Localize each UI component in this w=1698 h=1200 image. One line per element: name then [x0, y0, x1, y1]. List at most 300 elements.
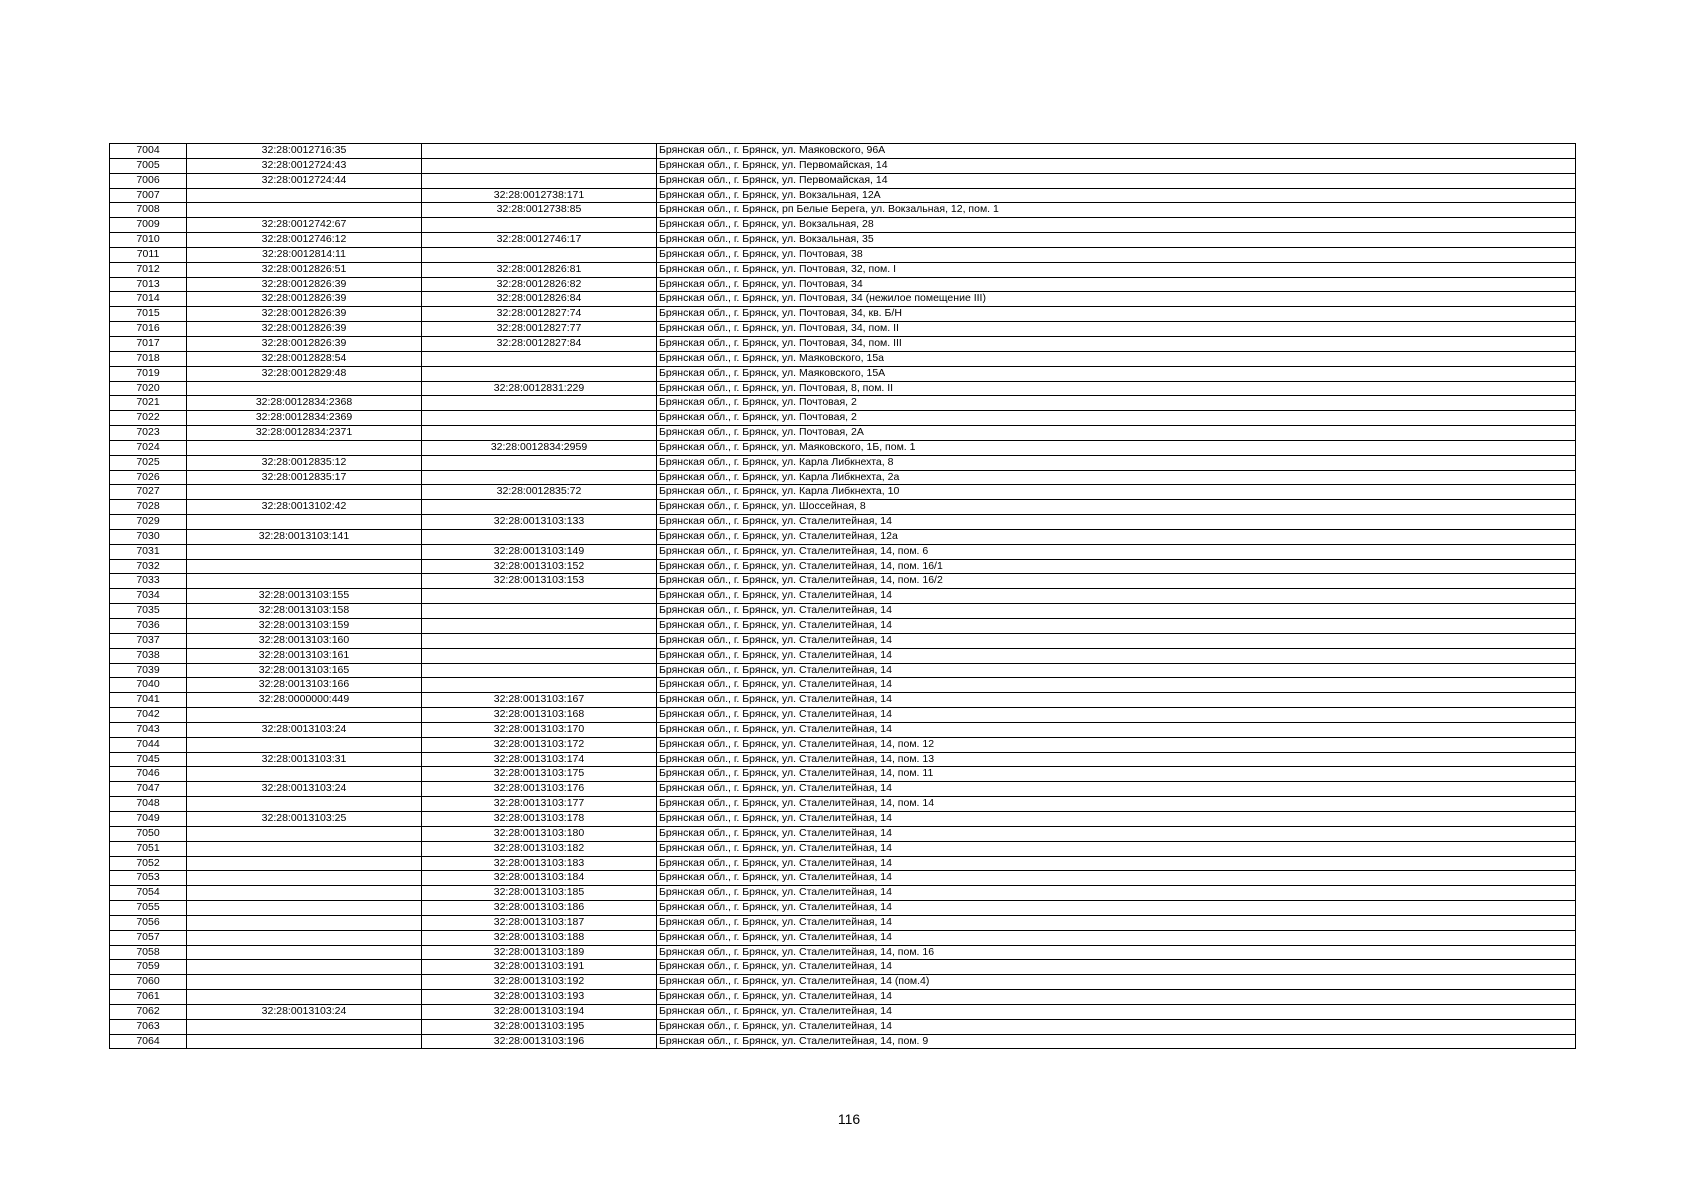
cadastral-number-b: 32:28:0013103:193 [422, 990, 657, 1005]
row-number: 7044 [110, 737, 187, 752]
table-row [110, 366, 1576, 381]
row-number: 7054 [110, 886, 187, 901]
address: Брянская обл., г. Брянск, ул. Сталелитейная, 14 [657, 633, 1576, 648]
table-row [110, 633, 1576, 648]
cadastral-number-a: 32:28:0012826:39 [187, 322, 422, 337]
table-row [110, 322, 1576, 337]
table-row [110, 619, 1576, 634]
table-row [110, 158, 1576, 173]
cadastral-number-b: 32:28:0012834:2959 [422, 440, 657, 455]
cadastral-number-a: 32:28:0012746:12 [187, 233, 422, 248]
cadastral-number-b: 32:28:0013103:177 [422, 797, 657, 812]
row-number: 7014 [110, 292, 187, 307]
row-number: 7009 [110, 218, 187, 233]
table-row [110, 426, 1576, 441]
table-row [110, 960, 1576, 975]
cadastral-number-b: 32:28:0012826:82 [422, 277, 657, 292]
address: Брянская обл., г. Брянск, ул. Сталелитейная, 14 [657, 604, 1576, 619]
address: Брянская обл., г. Брянск, ул. Карла Либкнехта, 10 [657, 485, 1576, 500]
cadastral-number-a: 32:28:0012724:43 [187, 158, 422, 173]
cadastral-number-a: 32:28:0013103:166 [187, 678, 422, 693]
address: Брянская обл., г. Брянск, ул. Сталелитейная, 14 [657, 930, 1576, 945]
table-row [110, 574, 1576, 589]
cadastral-number-b [422, 589, 657, 604]
row-number: 7005 [110, 158, 187, 173]
row-number: 7063 [110, 1019, 187, 1034]
cadastral-number-b [422, 470, 657, 485]
cadastral-number-a [187, 767, 422, 782]
address: Брянская обл., г. Брянск, ул. Сталелитейная, 14 [657, 589, 1576, 604]
address: Брянская обл., г. Брянск, ул. Сталелитейная, 12а [657, 529, 1576, 544]
row-number: 7056 [110, 915, 187, 930]
table-row [110, 811, 1576, 826]
row-number: 7029 [110, 515, 187, 530]
row-number: 7011 [110, 247, 187, 262]
cadastral-number-a: 32:28:0013103:24 [187, 782, 422, 797]
table-row [110, 841, 1576, 856]
address: Брянская обл., г. Брянск, ул. Сталелитейная, 14 [657, 990, 1576, 1005]
table-row [110, 203, 1576, 218]
cadastral-number-b: 32:28:0013103:149 [422, 544, 657, 559]
address: Брянская обл., г. Брянск, ул. Сталелитейная, 14 [657, 1004, 1576, 1019]
address: Брянская обл., г. Брянск, ул. Сталелитейная, 14 [657, 915, 1576, 930]
row-number: 7038 [110, 648, 187, 663]
cadastral-number-b [422, 144, 657, 159]
address: Брянская обл., г. Брянск, ул. Почтовая, 34, пом. III [657, 336, 1576, 351]
cadastral-number-a: 32:28:0012834:2369 [187, 411, 422, 426]
cadastral-number-a [187, 856, 422, 871]
row-number: 7050 [110, 826, 187, 841]
cadastral-number-b: 32:28:0013103:152 [422, 559, 657, 574]
table-row [110, 470, 1576, 485]
table-row [110, 1034, 1576, 1049]
table-row [110, 559, 1576, 574]
row-number: 7051 [110, 841, 187, 856]
row-number: 7030 [110, 529, 187, 544]
table-row [110, 708, 1576, 723]
table-row [110, 336, 1576, 351]
cadastral-number-b: 32:28:0013103:174 [422, 752, 657, 767]
address: Брянская обл., г. Брянск, ул. Сталелитейная, 14 [657, 663, 1576, 678]
cadastral-number-b: 32:28:0013103:189 [422, 945, 657, 960]
cadastral-number-b: 32:28:0012835:72 [422, 485, 657, 500]
cadastral-number-a [187, 708, 422, 723]
cadastral-number-b: 32:28:0013103:186 [422, 901, 657, 916]
cadastral-number-a [187, 485, 422, 500]
table-row [110, 1004, 1576, 1019]
table-row [110, 277, 1576, 292]
cadastral-number-a [187, 440, 422, 455]
cadastral-number-a: 32:28:0013103:160 [187, 633, 422, 648]
table-row [110, 173, 1576, 188]
row-number: 7036 [110, 619, 187, 634]
cadastral-number-b: 32:28:0012827:74 [422, 307, 657, 322]
row-number: 7021 [110, 396, 187, 411]
table-row [110, 752, 1576, 767]
address: Брянская обл., г. Брянск, ул. Сталелитейная, 14 [657, 515, 1576, 530]
row-number: 7022 [110, 411, 187, 426]
cadastral-number-a [187, 381, 422, 396]
cadastral-number-a: 32:28:0013103:25 [187, 811, 422, 826]
address: Брянская обл., г. Брянск, ул. Сталелитейная, 14, пом. 16/1 [657, 559, 1576, 574]
row-number: 7060 [110, 975, 187, 990]
address: Брянская обл., г. Брянск, ул. Вокзальная, 35 [657, 233, 1576, 248]
address: Брянская обл., г. Брянск, ул. Сталелитейная, 14 [657, 841, 1576, 856]
cadastral-number-a: 32:28:0012834:2368 [187, 396, 422, 411]
address: Брянская обл., г. Брянск, ул. Почтовая, 2 [657, 396, 1576, 411]
cadastral-number-a [187, 559, 422, 574]
address: Брянская обл., г. Брянск, ул. Сталелитейная, 14 [657, 722, 1576, 737]
row-number: 7061 [110, 990, 187, 1005]
address: Брянская обл., г. Брянск, ул. Маяковского, 1Б, пом. 1 [657, 440, 1576, 455]
cadastral-number-b: 32:28:0012827:84 [422, 336, 657, 351]
cadastral-number-b: 32:28:0013103:172 [422, 737, 657, 752]
table-row [110, 648, 1576, 663]
cadastral-number-b [422, 218, 657, 233]
address: Брянская обл., г. Брянск, ул. Сталелитейная, 14, пом. 16/2 [657, 574, 1576, 589]
cadastral-number-b [422, 396, 657, 411]
cadastral-number-a: 32:28:0013103:24 [187, 1004, 422, 1019]
cadastral-number-a: 32:28:0013102:42 [187, 500, 422, 515]
cadastral-number-b: 32:28:0013103:180 [422, 826, 657, 841]
cadastral-number-a [187, 203, 422, 218]
address: Брянская обл., г. Брянск, ул. Сталелитейная, 14, пом. 12 [657, 737, 1576, 752]
row-number: 7049 [110, 811, 187, 826]
cadastral-number-b: 32:28:0013103:185 [422, 886, 657, 901]
row-number: 7043 [110, 722, 187, 737]
cadastral-number-b: 32:28:0013103:195 [422, 1019, 657, 1034]
row-number: 7058 [110, 945, 187, 960]
cadastral-number-a: 32:28:0013103:158 [187, 604, 422, 619]
address: Брянская обл., г. Брянск, ул. Почтовая, 34, кв. Б/Н [657, 307, 1576, 322]
address: Брянская обл., г. Брянск, ул. Шоссейная, 8 [657, 500, 1576, 515]
cadastral-number-b [422, 633, 657, 648]
cadastral-number-b: 32:28:0013103:192 [422, 975, 657, 990]
table-row [110, 411, 1576, 426]
address: Брянская обл., г. Брянск, ул. Сталелитейная, 14 [657, 886, 1576, 901]
address: Брянская обл., г. Брянск, ул. Почтовая, 34 (нежилое помещение III) [657, 292, 1576, 307]
row-number: 7025 [110, 455, 187, 470]
row-number: 7047 [110, 782, 187, 797]
cadastral-number-a [187, 1019, 422, 1034]
table-row [110, 990, 1576, 1005]
row-number: 7017 [110, 336, 187, 351]
row-number: 7039 [110, 663, 187, 678]
address: Брянская обл., г. Брянск, ул. Первомайская, 14 [657, 158, 1576, 173]
row-number: 7059 [110, 960, 187, 975]
cadastral-number-a: 32:28:0012724:44 [187, 173, 422, 188]
cadastral-number-a: 32:28:0012742:67 [187, 218, 422, 233]
cadastral-number-a [187, 841, 422, 856]
cadastral-number-a: 32:28:0012826:39 [187, 336, 422, 351]
address: Брянская обл., г. Брянск, ул. Сталелитейная, 14 [657, 960, 1576, 975]
cadastral-number-a [187, 960, 422, 975]
row-number: 7019 [110, 366, 187, 381]
row-number: 7013 [110, 277, 187, 292]
cadastral-number-b [422, 173, 657, 188]
address: Брянская обл., г. Брянск, ул. Сталелитейная, 14, пом. 14 [657, 797, 1576, 812]
cadastral-number-a: 32:28:0013103:161 [187, 648, 422, 663]
table-row [110, 544, 1576, 559]
address: Брянская обл., г. Брянск, ул. Сталелитейная, 14, пом. 11 [657, 767, 1576, 782]
address: Брянская обл., г. Брянск, ул. Сталелитейная, 14 [657, 826, 1576, 841]
row-number: 7034 [110, 589, 187, 604]
address: Брянская обл., г. Брянск, ул. Сталелитейная, 14, пом. 6 [657, 544, 1576, 559]
cadastral-number-b: 32:28:0013103:184 [422, 871, 657, 886]
table-row [110, 678, 1576, 693]
cadastral-number-b: 32:28:0012826:84 [422, 292, 657, 307]
cadastral-number-a: 32:28:0012826:39 [187, 277, 422, 292]
cadastral-number-a [187, 871, 422, 886]
table-row [110, 886, 1576, 901]
row-number: 7024 [110, 440, 187, 455]
table-row [110, 737, 1576, 752]
cadastral-number-a: 32:28:0012826:39 [187, 292, 422, 307]
cadastral-number-b [422, 455, 657, 470]
cadastral-number-b: 32:28:0012738:85 [422, 203, 657, 218]
table-row [110, 515, 1576, 530]
row-number: 7055 [110, 901, 187, 916]
row-number: 7053 [110, 871, 187, 886]
cadastral-number-a [187, 826, 422, 841]
table-row [110, 218, 1576, 233]
cadastral-number-a [187, 737, 422, 752]
table-row [110, 188, 1576, 203]
row-number: 7062 [110, 1004, 187, 1019]
address: Брянская обл., г. Брянск, ул. Вокзальная, 12А [657, 188, 1576, 203]
row-number: 7046 [110, 767, 187, 782]
cadastral-number-a: 32:28:0012828:54 [187, 351, 422, 366]
table-row [110, 930, 1576, 945]
cadastral-number-b: 32:28:0013103:178 [422, 811, 657, 826]
address: Брянская обл., г. Брянск, ул. Сталелитейная, 14 [657, 648, 1576, 663]
address: Брянская обл., г. Брянск, ул. Сталелитейная, 14 [657, 811, 1576, 826]
row-number: 7057 [110, 930, 187, 945]
table-row [110, 307, 1576, 322]
cadastral-number-b: 32:28:0013103:175 [422, 767, 657, 782]
cadastral-number-b: 32:28:0012831:229 [422, 381, 657, 396]
table-row [110, 381, 1576, 396]
row-number: 7007 [110, 188, 187, 203]
cadastral-number-a: 32:28:0012835:12 [187, 455, 422, 470]
table-row [110, 440, 1576, 455]
table-row [110, 485, 1576, 500]
table-row [110, 144, 1576, 159]
table-row [110, 782, 1576, 797]
cadastral-number-a [187, 1034, 422, 1049]
cadastral-number-b: 32:28:0013103:133 [422, 515, 657, 530]
cadastral-number-b [422, 366, 657, 381]
cadastral-number-b: 32:28:0013103:182 [422, 841, 657, 856]
address: Брянская обл., г. Брянск, ул. Сталелитейная, 14 [657, 856, 1576, 871]
row-number: 7012 [110, 262, 187, 277]
table-row [110, 500, 1576, 515]
table-row [110, 975, 1576, 990]
cadastral-number-a: 32:28:0012829:48 [187, 366, 422, 381]
row-number: 7045 [110, 752, 187, 767]
address: Брянская обл., г. Брянск, ул. Сталелитейная, 14 [657, 782, 1576, 797]
page-number: 116 [837, 1111, 861, 1127]
table-row [110, 915, 1576, 930]
cadastral-number-a [187, 930, 422, 945]
cadastral-number-a [187, 901, 422, 916]
row-number: 7041 [110, 693, 187, 708]
row-number: 7023 [110, 426, 187, 441]
cadastral-number-b [422, 678, 657, 693]
cadastral-number-b: 32:28:0013103:176 [422, 782, 657, 797]
table-row [110, 396, 1576, 411]
address: Брянская обл., г. Брянск, ул. Сталелитейная, 14 [657, 619, 1576, 634]
row-number: 7048 [110, 797, 187, 812]
cadastral-number-b [422, 426, 657, 441]
address: Брянская обл., г. Брянск, ул. Сталелитейная, 14, пом. 16 [657, 945, 1576, 960]
cadastral-number-a [187, 544, 422, 559]
table-row [110, 722, 1576, 737]
cadastral-number-b [422, 648, 657, 663]
cadastral-number-b: 32:28:0013103:183 [422, 856, 657, 871]
cadastral-number-b [422, 158, 657, 173]
address: Брянская обл., г. Брянск, ул. Сталелитейная, 14, пом. 9 [657, 1034, 1576, 1049]
cadastral-number-b: 32:28:0012827:77 [422, 322, 657, 337]
cadastral-number-b [422, 411, 657, 426]
address: Брянская обл., г. Брянск, ул. Почтовая, 8, пом. II [657, 381, 1576, 396]
address: Брянская обл., г. Брянск, ул. Сталелитейная, 14, пом. 13 [657, 752, 1576, 767]
cadastral-number-b: 32:28:0013103:187 [422, 915, 657, 930]
address: Брянская обл., г. Брянск, ул. Сталелитейная, 14 [657, 901, 1576, 916]
cadastral-number-b: 32:28:0013103:188 [422, 930, 657, 945]
cadastral-number-a [187, 915, 422, 930]
address: Брянская обл., г. Брянск, ул. Почтовая, 2А [657, 426, 1576, 441]
table-row [110, 292, 1576, 307]
row-number: 7026 [110, 470, 187, 485]
table-row [110, 826, 1576, 841]
cadastral-number-b: 32:28:0013103:191 [422, 960, 657, 975]
table-row [110, 589, 1576, 604]
cadastral-number-a [187, 990, 422, 1005]
table-row [110, 455, 1576, 470]
address: Брянская обл., г. Брянск, ул. Почтовая, 32, пом. I [657, 262, 1576, 277]
cadastral-number-a: 32:28:0012835:17 [187, 470, 422, 485]
row-number: 7040 [110, 678, 187, 693]
cadastral-number-b: 32:28:0013103:153 [422, 574, 657, 589]
cadastral-number-b [422, 247, 657, 262]
address: Брянская обл., г. Брянск, ул. Сталелитейная, 14 [657, 678, 1576, 693]
row-number: 7020 [110, 381, 187, 396]
table-row [110, 262, 1576, 277]
address: Брянская обл., г. Брянск, ул. Сталелитейная, 14 [657, 871, 1576, 886]
address: Брянская обл., г. Брянск, ул. Почтовая, 34 [657, 277, 1576, 292]
cadastral-number-a: 32:28:0012716:35 [187, 144, 422, 159]
cadastral-number-a [187, 886, 422, 901]
cadastral-number-a: 32:28:0013103:24 [187, 722, 422, 737]
row-number: 7015 [110, 307, 187, 322]
address: Брянская обл., г. Брянск, ул. Почтовая, 38 [657, 247, 1576, 262]
table-row [110, 529, 1576, 544]
cadastral-number-b [422, 500, 657, 515]
address: Брянская обл., г. Брянск, ул. Маяковского, 96А [657, 144, 1576, 159]
row-number: 7042 [110, 708, 187, 723]
table-row [110, 693, 1576, 708]
table-row [110, 871, 1576, 886]
cadastral-number-a [187, 515, 422, 530]
table-row [110, 945, 1576, 960]
row-number: 7035 [110, 604, 187, 619]
row-number: 7027 [110, 485, 187, 500]
address: Брянская обл., г. Брянск, ул. Маяковского, 15А [657, 366, 1576, 381]
cadastral-number-b [422, 351, 657, 366]
cadastral-number-a: 32:28:0013103:165 [187, 663, 422, 678]
cadastral-number-a [187, 188, 422, 203]
address: Брянская обл., г. Брянск, ул. Сталелитейная, 14 [657, 708, 1576, 723]
address: Брянская обл., г. Брянск, ул. Карла Либкнехта, 8 [657, 455, 1576, 470]
address: Брянская обл., г. Брянск, ул. Первомайская, 14 [657, 173, 1576, 188]
address: Брянская обл., г. Брянск, ул. Почтовая, 2 [657, 411, 1576, 426]
table-row [110, 604, 1576, 619]
row-number: 7028 [110, 500, 187, 515]
cadastral-number-b: 32:28:0013103:170 [422, 722, 657, 737]
table-row [110, 797, 1576, 812]
address: Брянская обл., г. Брянск, ул. Сталелитейная, 14 (пом.4) [657, 975, 1576, 990]
cadastral-number-a [187, 574, 422, 589]
table-row [110, 901, 1576, 916]
table-row [110, 233, 1576, 248]
address: Брянская обл., г. Брянск, ул. Сталелитейная, 14 [657, 1019, 1576, 1034]
cadastral-number-b [422, 619, 657, 634]
table-row [110, 663, 1576, 678]
row-number: 7031 [110, 544, 187, 559]
cadastral-number-a [187, 975, 422, 990]
table-row [110, 351, 1576, 366]
cadastral-number-a: 32:28:0000000:449 [187, 693, 422, 708]
row-number: 7016 [110, 322, 187, 337]
cadastral-number-b: 32:28:0013103:196 [422, 1034, 657, 1049]
cadastral-number-b [422, 604, 657, 619]
address: Брянская обл., г. Брянск, рп Белые Берега, ул. Вокзальная, 12, пом. 1 [657, 203, 1576, 218]
table-row [110, 1019, 1576, 1034]
table-row [110, 856, 1576, 871]
cadastral-number-a: 32:28:0013103:155 [187, 589, 422, 604]
registry-table-body [110, 144, 1576, 1049]
cadastral-number-a: 32:28:0013103:31 [187, 752, 422, 767]
cadastral-number-a [187, 797, 422, 812]
table-row [110, 767, 1576, 782]
cadastral-number-a: 32:28:0012826:39 [187, 307, 422, 322]
table-row [110, 247, 1576, 262]
row-number: 7010 [110, 233, 187, 248]
address: Брянская обл., г. Брянск, ул. Сталелитейная, 14 [657, 693, 1576, 708]
row-number: 7037 [110, 633, 187, 648]
cadastral-number-b: 32:28:0013103:194 [422, 1004, 657, 1019]
address: Брянская обл., г. Брянск, ул. Почтовая, 34, пом. II [657, 322, 1576, 337]
row-number: 7052 [110, 856, 187, 871]
cadastral-number-a: 32:28:0012834:2371 [187, 426, 422, 441]
address: Брянская обл., г. Брянск, ул. Вокзальная, 28 [657, 218, 1576, 233]
row-number: 7032 [110, 559, 187, 574]
cadastral-number-a: 32:28:0013103:159 [187, 619, 422, 634]
cadastral-number-b [422, 529, 657, 544]
cadastral-number-a: 32:28:0012826:51 [187, 262, 422, 277]
row-number: 7006 [110, 173, 187, 188]
row-number: 7033 [110, 574, 187, 589]
cadastral-number-a [187, 945, 422, 960]
address: Брянская обл., г. Брянск, ул. Маяковского, 15а [657, 351, 1576, 366]
cadastral-number-b: 32:28:0013103:168 [422, 708, 657, 723]
cadastral-number-b [422, 663, 657, 678]
cadastral-number-a: 32:28:0013103:141 [187, 529, 422, 544]
address: Брянская обл., г. Брянск, ул. Карла Либкнехта, 2а [657, 470, 1576, 485]
cadastral-number-b: 32:28:0012826:81 [422, 262, 657, 277]
registry-table [109, 143, 1576, 1049]
